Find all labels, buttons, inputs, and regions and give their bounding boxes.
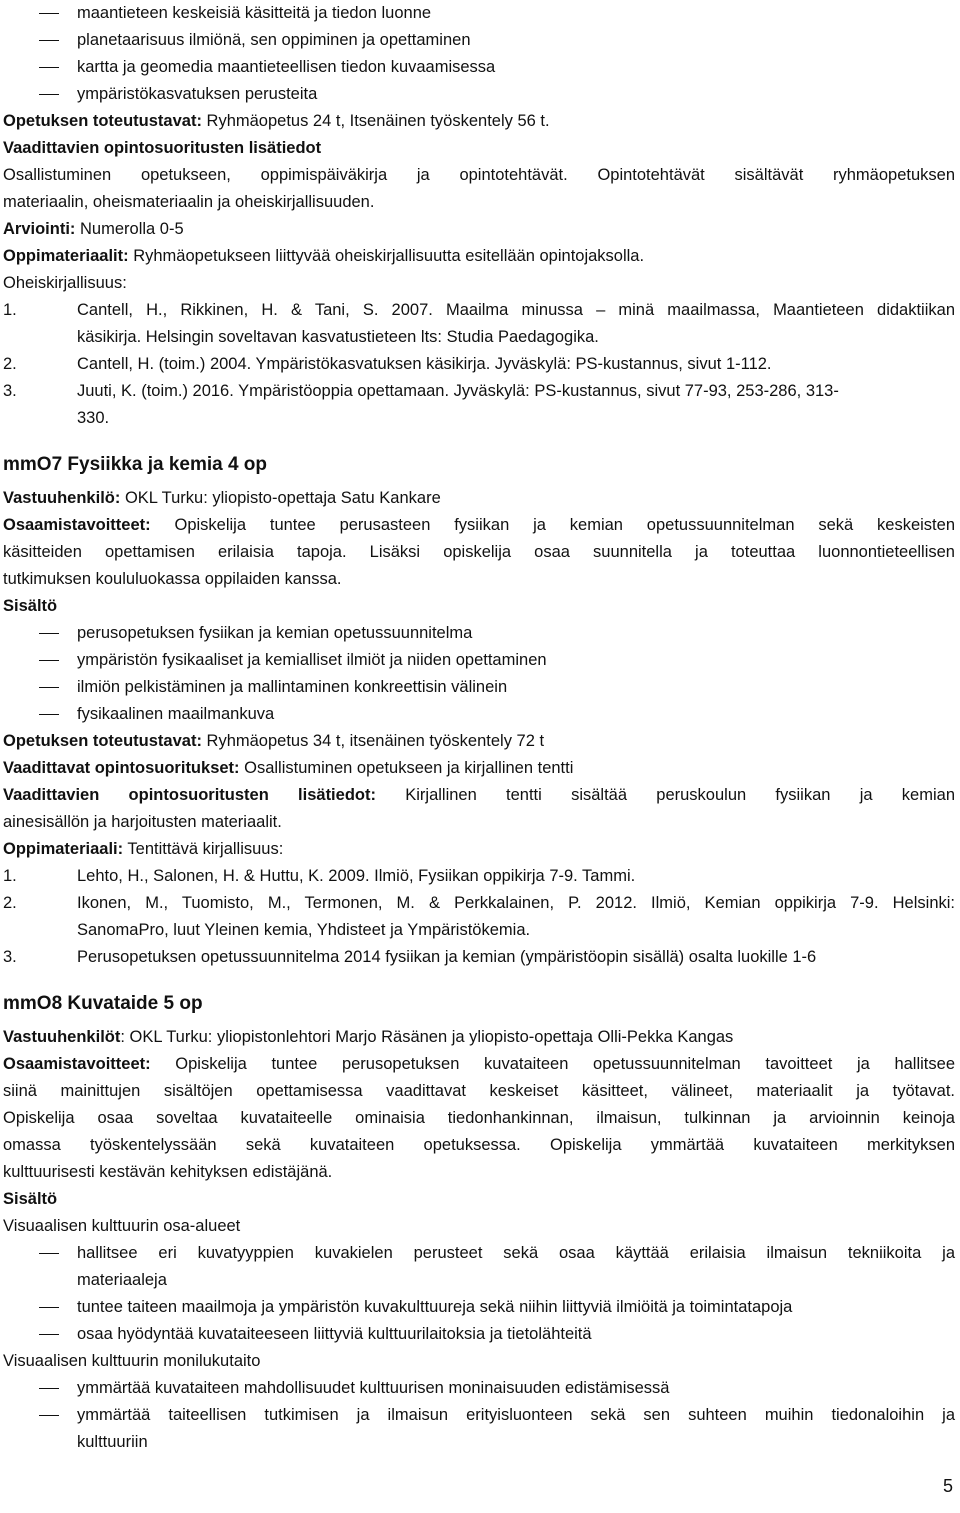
list-item: ympäristön fysikaaliset ja kemialliset ilmiöt ja niiden opettaminen xyxy=(3,647,955,674)
field-value: Numerolla 0-5 xyxy=(75,220,184,238)
assessment xyxy=(3,216,955,243)
learning-outcomes xyxy=(3,512,955,539)
paragraph-line: Opiskelija osaa soveltaa kuvataiteelle ominaisia tiedonhankinnan, ilmaisun, tulkinnan ja arvioinnin keinoja xyxy=(3,1109,955,1127)
field-label: Oppimateriaalit: xyxy=(3,247,129,265)
subsection-label: Visuaalisen kulttuurin osa-alueet xyxy=(3,1217,241,1235)
section-label xyxy=(3,1186,955,1213)
list-item: fysikaalinen maailmankuva xyxy=(3,701,955,728)
paragraph-line: Osallistuminen opetukseen, oppimispäiväkirja ja opintotehtävät. Opintotehtävät sisältävät ryhmäopetuksen xyxy=(3,166,955,184)
list-item: perusopetuksen fysiikan ja kemian opetussuunnitelma xyxy=(3,620,955,647)
ref-text: Ikonen, M., Tuomisto, M., Termonen, M. & Perkkalainen, P. 2012. Ilmiö, Kemian oppikirja 7-9. Helsinki: xyxy=(77,894,955,912)
field-value: Opiskelija tuntee perusopetuksen kuvataiteen opetussuunnitelman tavoitteet ja hallitsee xyxy=(150,1055,955,1073)
list-item: ilmiön pelkistäminen ja mallintaminen konkreettisin välinein xyxy=(3,674,955,701)
field-label: Vastuuhenkilöt xyxy=(3,1028,121,1046)
field-value: Ryhmäopetus 24 t, Itsenäinen työskentely 56 t. xyxy=(201,112,550,130)
required-studies xyxy=(3,755,955,782)
field-label: Sisältö xyxy=(3,597,58,615)
literature-label: Oheiskirjallisuus: xyxy=(3,274,127,292)
page-number: 5 xyxy=(942,1476,953,1496)
reference-item xyxy=(3,863,955,890)
reference-item-contd: käsikirja. Helsingin soveltavan kasvatustieteen lts: Studia Paedagogika. xyxy=(77,328,599,346)
teaching-methods xyxy=(3,728,955,755)
list-item: osaa hyödyntää kuvataiteeseen liittyviä kulttuurilaitoksia ja tietolähteitä xyxy=(3,1321,955,1348)
list-item: maantieteen keskeisiä käsitteitä ja tiedon luonne xyxy=(3,0,955,27)
field-value: Ryhmäopetus 34 t, itsenäinen työskentely 72 t xyxy=(201,732,545,750)
field-value: Tentittävä kirjallisuus: xyxy=(123,840,284,858)
section-label xyxy=(3,135,955,162)
field-label: Arviointi: xyxy=(3,220,76,238)
reference-item xyxy=(3,378,955,405)
reference-item xyxy=(3,351,955,378)
teaching-methods xyxy=(3,108,955,135)
list-item: kartta ja geomedia maantieteellisen tiedon kuvaamisessa xyxy=(3,54,955,81)
field-label: Opetuksen toteutustavat: xyxy=(3,732,202,750)
paragraph-line: ainesisällön ja harjoitusten materiaalit. xyxy=(3,813,282,831)
field-label: Osaamistavoitteet: xyxy=(3,1055,151,1073)
ref-text: Cantell, H., Rikkinen, H. & Tani, S. 2007. Maailma minussa – minä maailmassa, Maantieteen didaktiikan xyxy=(77,301,955,319)
field-value: Kirjallinen tentti sisältää peruskoulun fysiikan ja kemian xyxy=(375,786,956,804)
list-item: tuntee taiteen maailmoja ja ympäristön kuvakulttuureja sekä niihin liittyviä ilmiöitä ja toimintatapoja xyxy=(3,1294,955,1321)
field-label: Opetuksen toteutustavat: xyxy=(3,112,202,130)
field-value: OKL Turku: yliopisto-opettaja Satu Kankare xyxy=(120,489,441,507)
ref-number: 3. xyxy=(3,382,17,400)
additional-info xyxy=(3,782,955,809)
field-label: Vaadittavien opintosuoritusten lisätiedot: xyxy=(3,786,376,804)
subsection-label: Visuaalisen kulttuurin monilukutaito xyxy=(3,1352,261,1370)
ref-number: 1. xyxy=(3,301,17,319)
reference-item-contd: SanomaPro, luut Yleinen kemia, Yhdisteet ja Ympäristökemia. xyxy=(77,921,531,939)
field-label: Vaadittavat opintosuoritukset: xyxy=(3,759,240,777)
list-item: ymmärtää taiteellisen tutkimisen ja ilmaisun erityisluonteen sekä sen suhteen muihin tiedonaloihin ja xyxy=(3,1402,955,1429)
responsible-person xyxy=(3,485,955,512)
field-value: Ryhmäopetukseen liittyvää oheiskirjallisuutta esitellään opintojaksolla. xyxy=(128,247,645,265)
course-heading: mmO7 Fysiikka ja kemia 4 op xyxy=(3,454,268,475)
list-item-contd: kulttuuriin xyxy=(77,1433,148,1451)
materials xyxy=(3,836,955,863)
paragraph-line: omassa työskentelyssään sekä kuvataiteen opetuksessa. Opiskelija ymmärtää kuvataiteen merkityksen xyxy=(3,1136,955,1154)
list-item: hallitsee eri kuvatyyppien kuvakielen perusteet sekä osaa käyttää erilaisia ilmaisun tekniikoita ja xyxy=(3,1240,955,1267)
reference-item xyxy=(3,944,955,971)
ref-number: 3. xyxy=(3,948,17,966)
learning-outcomes xyxy=(3,1051,955,1078)
field-label: Osaamistavoitteet: xyxy=(3,516,151,534)
paragraph-line: materiaalin, oheismateriaalin ja oheiskirjallisuuden. xyxy=(3,193,375,211)
ref-text: Perusopetuksen opetussuunnitelma 2014 fysiikan ja kemian (ympäristöopin sisällä) osalta luokille 1-6 xyxy=(77,948,817,966)
paragraph-line: siinä mainittujen sisältöjen opettamisessa vaadittavat keskeiset käsitteet, välineet, materiaalit ja työtavat. xyxy=(3,1082,955,1100)
responsible-person xyxy=(3,1024,955,1051)
field-label: Oppimateriaali: xyxy=(3,840,124,858)
materials xyxy=(3,243,955,270)
list-item: planetaarisuus ilmiönä, sen oppiminen ja opettaminen xyxy=(3,27,955,54)
course-heading: mmO8 Kuvataide 5 op xyxy=(3,993,203,1014)
field-value: Opiskelija tuntee perusasteen fysiikan ja kemian opetussuunnitelman sekä keskeisten xyxy=(150,516,955,534)
reference-item xyxy=(3,890,955,917)
ref-number: 1. xyxy=(3,867,17,885)
ref-text: Cantell, H. (toim.) 2004. Ympäristökasvatuksen käsikirja. Jyväskylä: PS-kustannus, sivut 1-112. xyxy=(77,355,772,373)
list-item-contd: materiaaleja xyxy=(77,1271,167,1289)
list-item: ymmärtää kuvataiteen mahdollisuudet kulttuurisen moninaisuuden edistämisessä xyxy=(3,1375,955,1402)
section-label xyxy=(3,593,955,620)
field-label: Sisältö xyxy=(3,1190,58,1208)
ref-text: Juuti, K. (toim.) 2016. Ympäristöoppia opettamaan. Jyväskylä: PS-kustannus, sivut 77-93, 253-286, 313- xyxy=(77,382,839,400)
field-label: Vastuuhenkilö: xyxy=(3,489,121,507)
paragraph-line: käsitteiden opettamisen erilaisia tapoja. Lisäksi opiskelija osaa suunnitella ja toteuttaa luonnontieteellisen xyxy=(3,543,955,561)
paragraph-line: tutkimuksen koululuokassa oppilaiden kanssa. xyxy=(3,570,342,588)
ref-number: 2. xyxy=(3,355,17,373)
document-page xyxy=(3,0,955,1456)
list-item: ympäristökasvatuksen perusteita xyxy=(3,81,955,108)
ref-text: Lehto, H., Salonen, H. & Huttu, K. 2009. Ilmiö, Fysiikan oppikirja 7-9. Tammi. xyxy=(77,867,636,885)
reference-item-contd: 330. xyxy=(77,409,110,427)
ref-number: 2. xyxy=(3,894,17,912)
paragraph-line: kulttuurisesti kestävän kehityksen edistäjänä. xyxy=(3,1163,333,1181)
field-label: Vaadittavien opintosuoritusten lisätiedot xyxy=(3,139,322,157)
field-value: Osallistuminen opetukseen ja kirjallinen tentti xyxy=(239,759,574,777)
field-value: : OKL Turku: yliopistonlehtori Marjo Räsänen ja yliopisto-opettaja Olli-Pekka Kangas xyxy=(120,1028,734,1046)
reference-item xyxy=(3,297,955,324)
